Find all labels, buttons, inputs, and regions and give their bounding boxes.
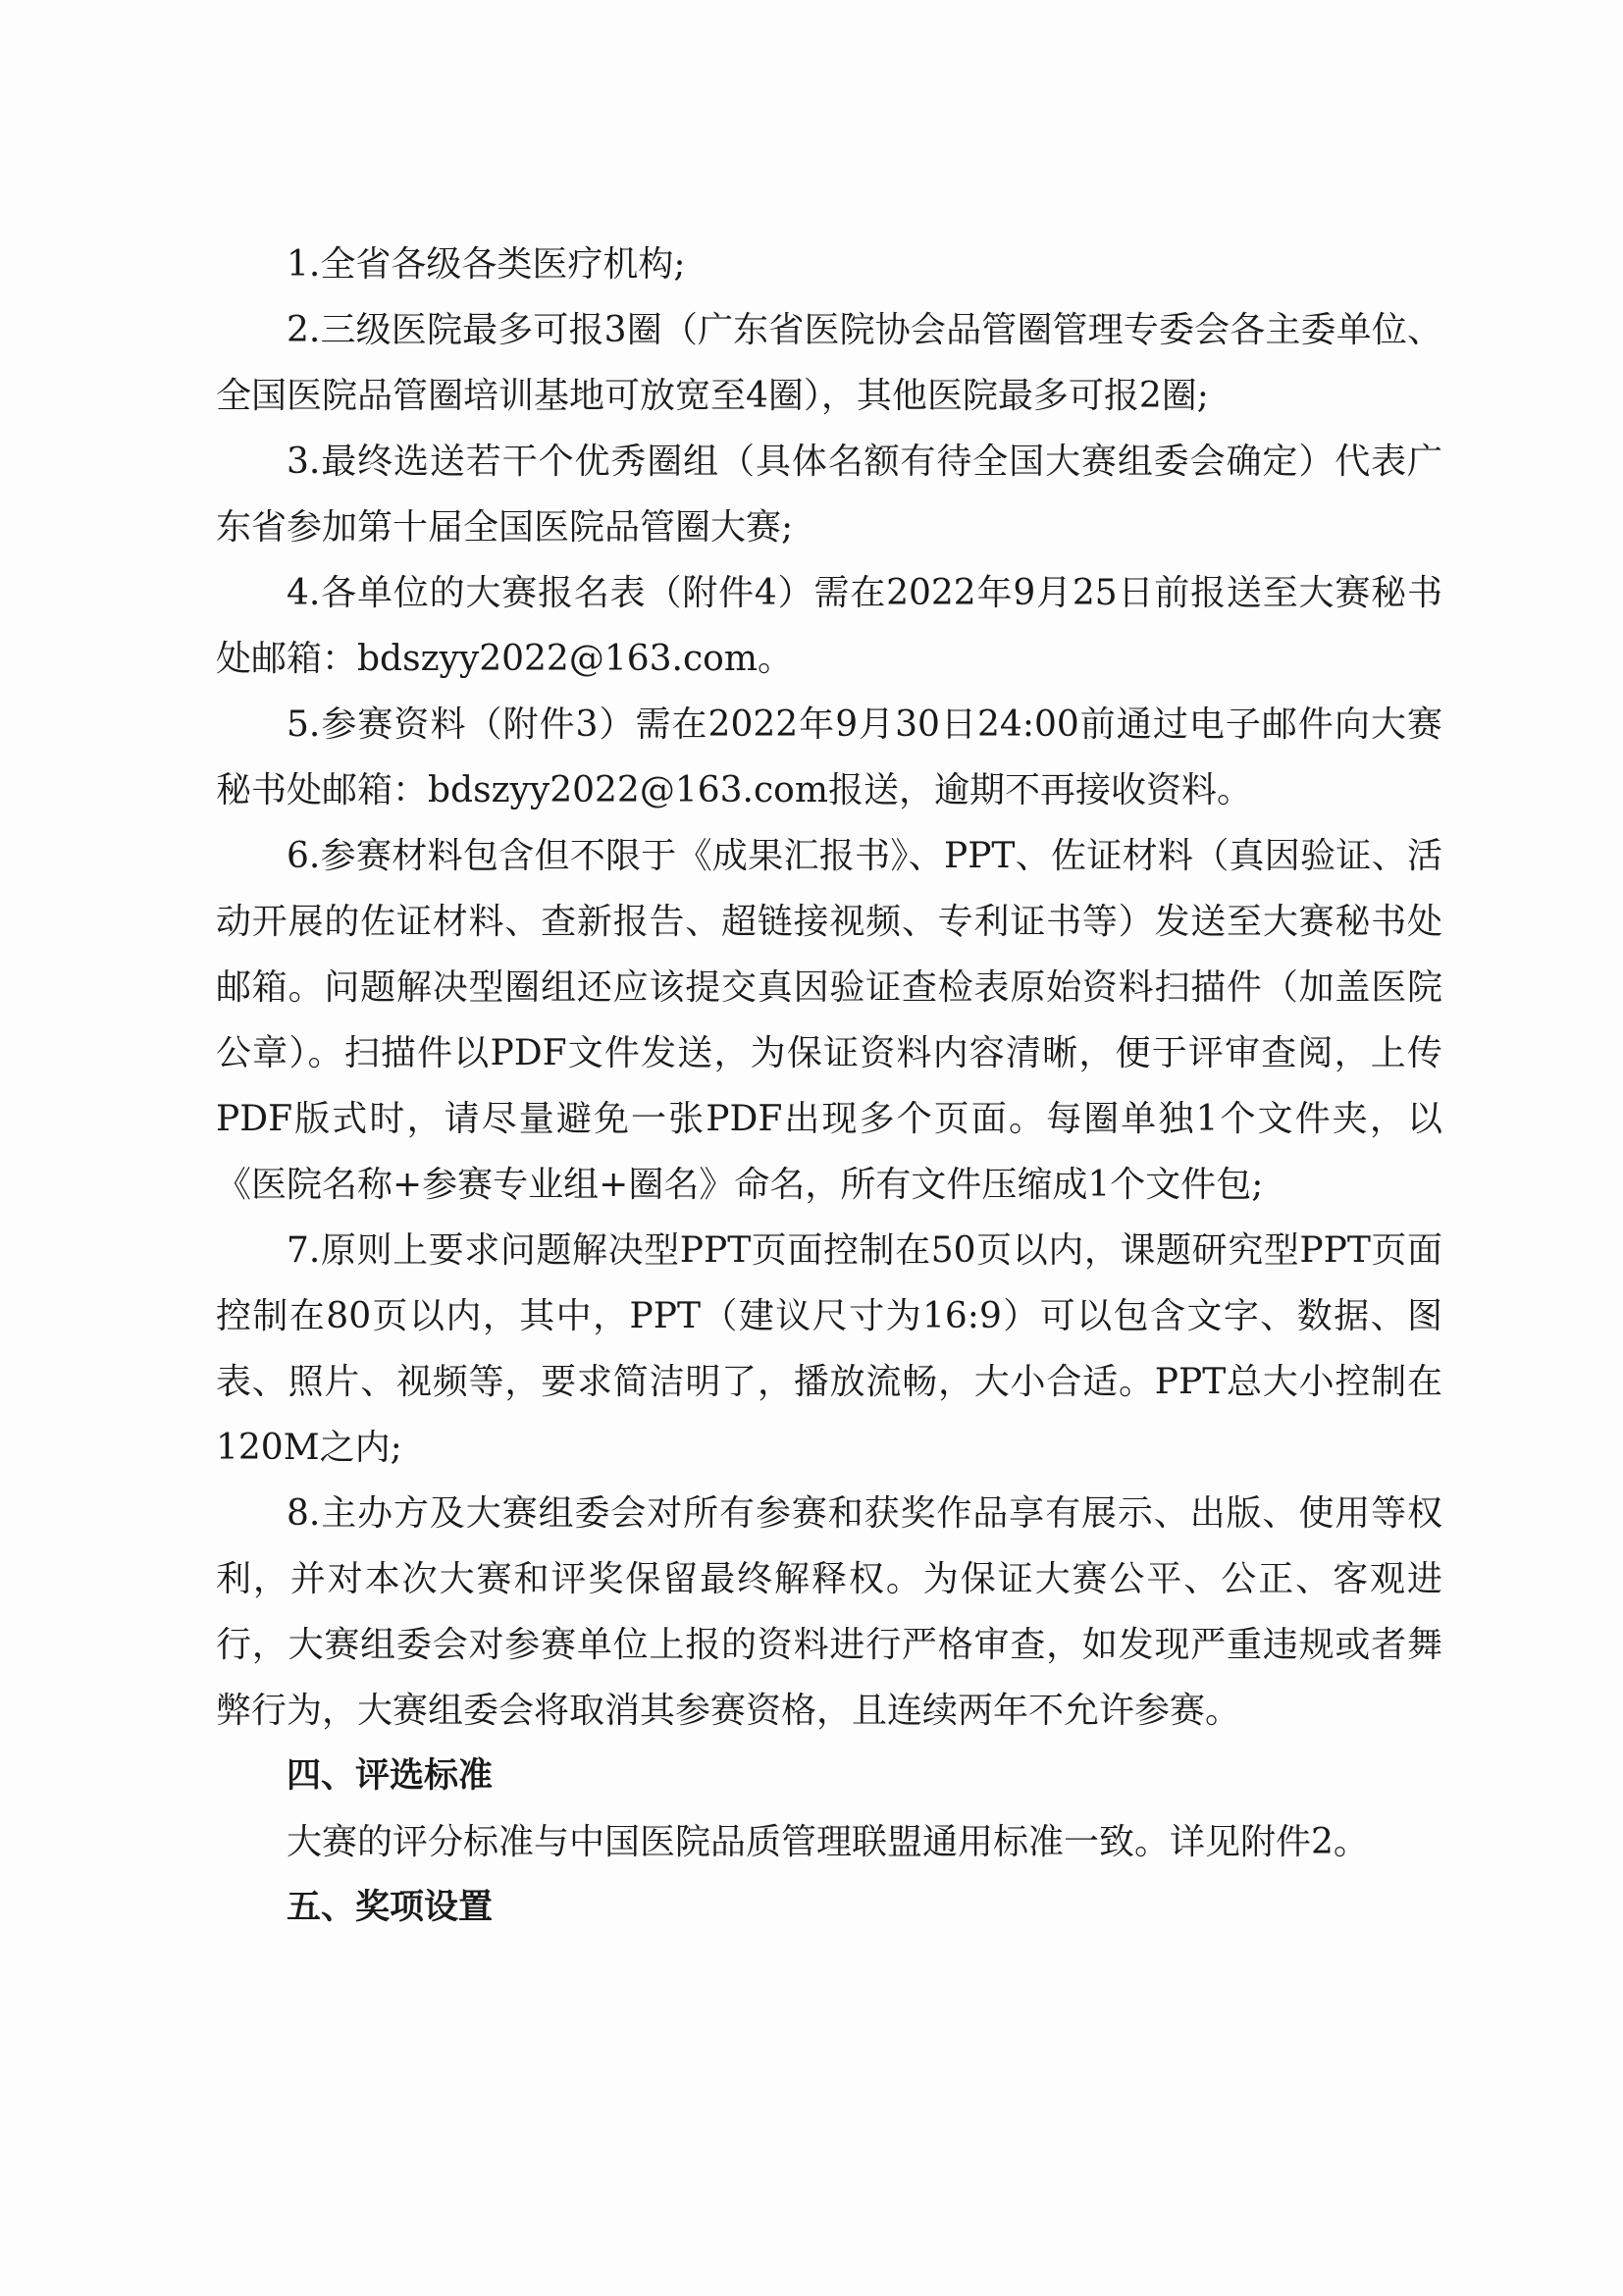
list-item-5: 5.参赛资料（附件3）需在2022年9月30日24:00前通过电子邮件向大赛秘书处邮箱：bdszyy2022@163.com报送，逾期不再接收资料。 xyxy=(216,704,1442,810)
list-item-7: 7.原则上要求问题解决型PPT页面控制在50页以内，课题研究型PPT页面控制在80页以内，其中，PPT（建议尺寸为16:9）可以包含文字、数据、图表、照片、视频等，要求简洁明了，播放流畅，大小合适。PPT总大小控制在120M之内; xyxy=(216,1230,1442,1468)
list-item-2: 2.三级医院最多可报3圈（广东省医院协会品管圈管理专委会各主委单位、全国医院品管圈培训基地可放宽至4圈），其他医院最多可报2圈; xyxy=(216,310,1442,416)
list-item-8: 8.主办方及大赛组委会对所有参赛和获奖作品享有展示、出版、使用等权利，并对本次大赛和评奖保留最终解释权。为保证大赛公平、公正、客观进行，大赛组委会对参赛单位上报的资料进行严格审查，如发现严重违规或者舞弊行为，大赛组委会将取消其参赛资格，且连续两年不允许参赛。 xyxy=(216,1493,1442,1731)
document-body xyxy=(216,232,1442,1941)
list-item-1: 1.全省各级各类医疗机构; xyxy=(287,244,686,285)
list-item-6: 6.参赛材料包含但不限于《成果汇报书》、PPT、佐证材料（真因验证、活动开展的佐证材料、查新报告、超链接视频、专利证书等）发送至大赛秘书处邮箱。问题解决型圈组还应该提交真因验证查检表原始资料扫描件（加盖医院公章）。扫描件以PDF文件发送，为保证资料内容清晰，便于评审查阅，上传PDF版式时，请尽量避免一张PDF出现多个页面。每圈单独1个文件夹，以《医院名称+参赛专业组+圈名》命名，所有文件压缩成1个文件包; xyxy=(216,836,1442,1205)
list-item-4: 4.各单位的大赛报名表（附件4）需在2022年9月25日前报送至大赛秘书处邮箱：bdszyy2022@163.com。 xyxy=(216,573,1442,679)
section-heading-awards: 五、奖项设置 xyxy=(287,1888,494,1927)
list-item-3: 3.最终选送若干个优秀圈组（具体名额有待全国大赛组委会确定）代表广东省参加第十届全国医院品管圈大赛; xyxy=(216,442,1442,548)
criteria-text: 大赛的评分标准与中国医院品质管理联盟通用标准一致。详见附件2。 xyxy=(287,1822,1369,1862)
section-heading-criteria: 四、评选标准 xyxy=(287,1756,494,1796)
